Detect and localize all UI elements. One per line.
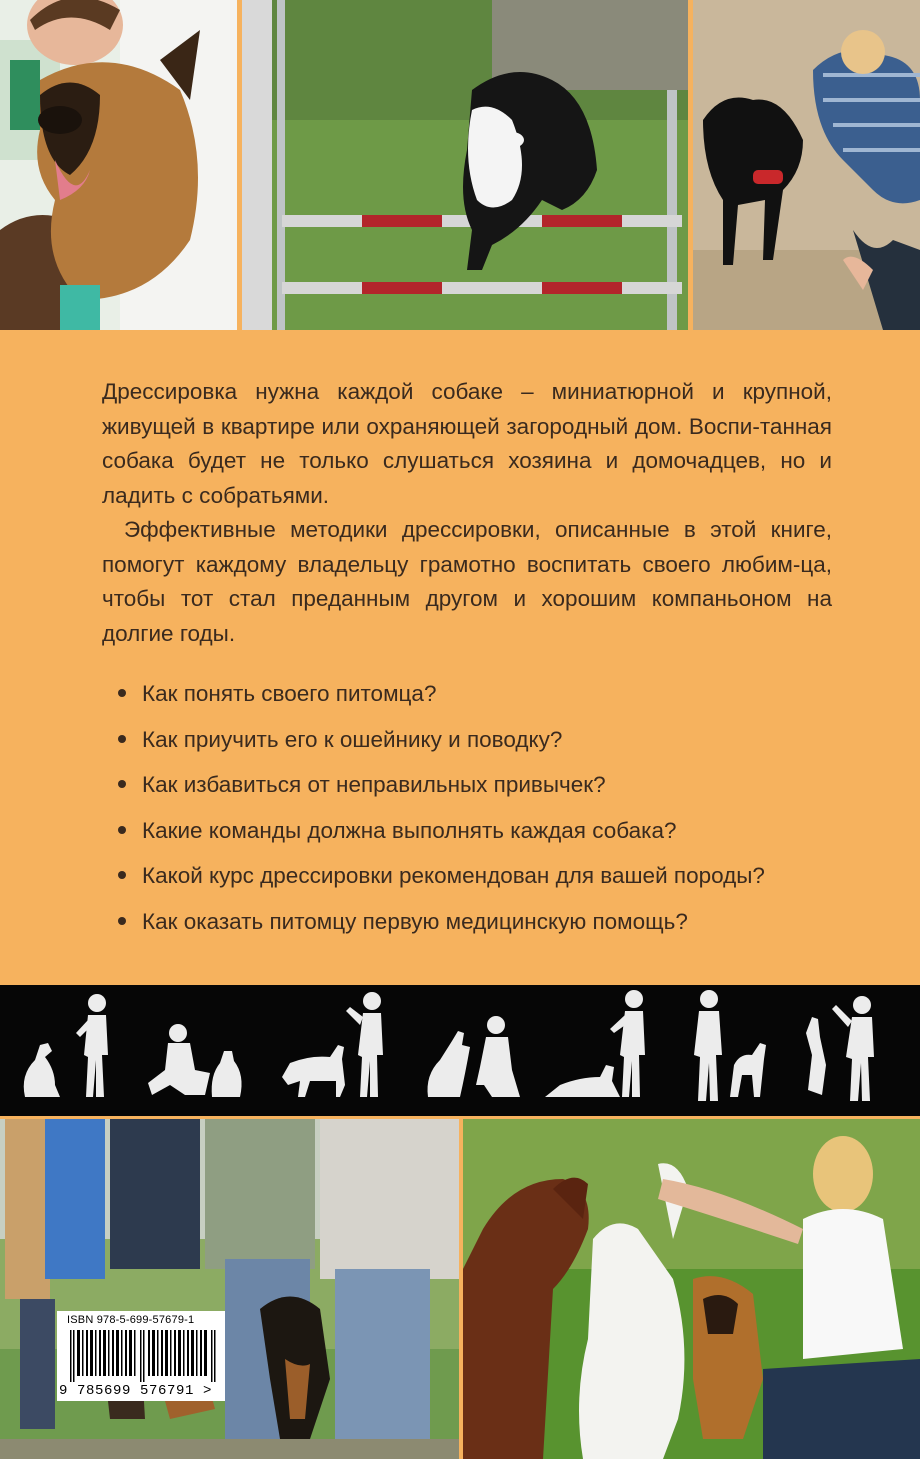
bullet-icon bbox=[118, 826, 126, 834]
dog-training-class-photo bbox=[0, 1119, 459, 1459]
isbn-barcode-box bbox=[57, 1311, 225, 1401]
question-list bbox=[118, 681, 765, 954]
bullet-icon bbox=[118, 917, 126, 925]
barcode-icon bbox=[70, 1330, 218, 1382]
question-item: Как избавиться от неправильных привычек? bbox=[118, 772, 765, 818]
question-item: Как понять своего питомца? bbox=[118, 681, 765, 727]
barcode-digits: 9 785699 576791 > bbox=[59, 1383, 213, 1399]
bullet-icon bbox=[118, 735, 126, 743]
black-labrador-fetch-photo bbox=[693, 0, 920, 330]
intro-text bbox=[102, 375, 832, 651]
question-item: Какой курс дрессировки рекомендован для вашей породы? bbox=[118, 863, 765, 909]
intro-paragraph-1: Дрессировка нужна каждой собаке – миниатюрной и крупной, живущей в квартире или охраняющей загородный дом. Воспи-танная собака будет не только слушаться хозяина и домочадцев, но и ладить с собратьями. bbox=[102, 379, 832, 508]
question-item: Как оказать питомцу первую медицинскую помощь? bbox=[118, 909, 765, 955]
silhouette-strip bbox=[0, 985, 920, 1116]
vet-with-shepherd-photo bbox=[0, 0, 237, 330]
border-collie-agility-jump-photo bbox=[242, 0, 688, 330]
bullet-icon bbox=[118, 780, 126, 788]
description-panel bbox=[0, 337, 920, 985]
isbn-label: ISBN 978-5-699-57679-1 bbox=[67, 1314, 195, 1326]
bullet-icon bbox=[118, 871, 126, 879]
trainer-and-dog-silhouettes-icon bbox=[0, 985, 920, 1116]
bullet-icon bbox=[118, 689, 126, 697]
dogs-playing-with-woman-photo bbox=[463, 1119, 920, 1459]
question-item: Как приучить его к ошейнику и поводку? bbox=[118, 727, 765, 773]
intro-paragraph-2: Эффективные методики дрессировки, описанные в этой книге, помогут каждому владельцу грамотно воспитать своего любим-ца, чтобы тот стал преданным другом и хорошим компаньоном на долгие годы. bbox=[102, 517, 832, 646]
question-item: Какие команды должна выполнять каждая собака? bbox=[118, 818, 765, 864]
